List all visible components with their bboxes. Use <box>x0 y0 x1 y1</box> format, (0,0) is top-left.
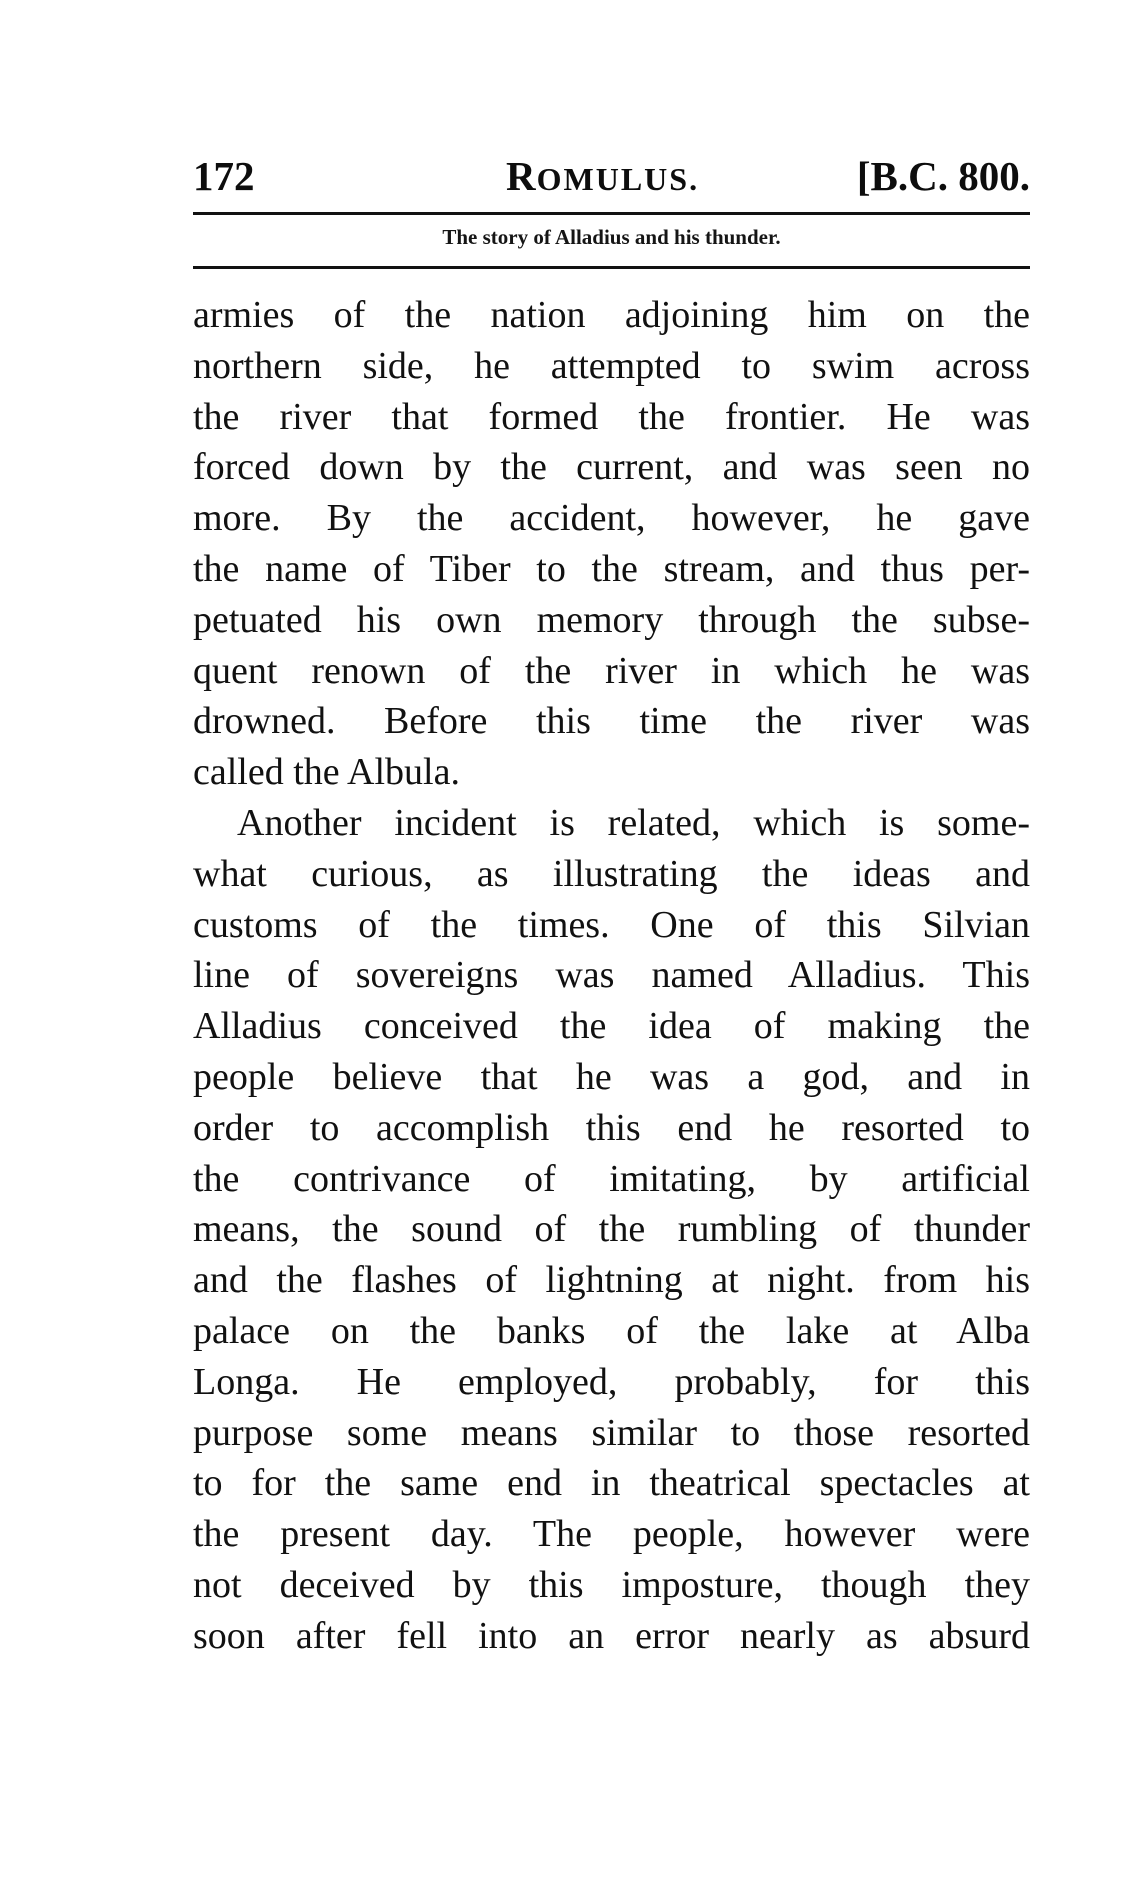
body-text <box>193 290 1030 1662</box>
text-line: more. By the accident, however, he gave <box>193 497 1030 540</box>
header-rule-bottom <box>193 266 1030 269</box>
text-line: drowned. Before this time the river was <box>193 700 1030 743</box>
text-line: customs of the times. One of this Silvian <box>193 903 1030 946</box>
text-line: Longa. He employed, probably, for this <box>193 1360 1030 1403</box>
text-line: quent renown of the river in which he was <box>193 649 1030 692</box>
text-line: the contrivance of imitating, by artificial <box>193 1157 1030 1200</box>
text-line: palace on the banks of the lake at Alba <box>193 1309 1030 1352</box>
page-subtitle: The story of Alladius and his thunder. <box>442 225 781 249</box>
book-page <box>193 150 1030 1657</box>
page-number: 172 <box>193 153 255 199</box>
text-line: to for the same end in theatrical spectacles at <box>193 1462 1030 1505</box>
text-line: what curious, as illustrating the ideas and <box>193 852 1030 895</box>
text-line: the river that formed the frontier. He was <box>193 395 1030 438</box>
text-line: people believe that he was a god, and in <box>193 1055 1030 1098</box>
text-line: order to accomplish this end he resorted to <box>193 1106 1030 1149</box>
text-line: petuated his own memory through the subse- <box>193 598 1030 641</box>
text-line: line of sovereigns was named Alladius. This <box>193 954 1030 997</box>
page-header <box>193 150 1030 202</box>
text-line: the name of Tiber to the stream, and thus per- <box>193 547 1030 590</box>
running-title-initial: R <box>506 153 537 199</box>
text-line: the present day. The people, however were <box>193 1513 1030 1556</box>
running-title-rest: OMULUS. <box>536 161 700 197</box>
text-line: soon after fell into an error nearly as absurd <box>193 1614 1030 1657</box>
text-line: called the Albula. <box>193 751 460 794</box>
text-line: forced down by the current, and was seen no <box>193 446 1030 489</box>
text-line: Alladius conceived the idea of making the <box>193 1005 1030 1048</box>
text-line: means, the sound of the rumbling of thunder <box>193 1208 1030 1251</box>
text-line: not deceived by this imposture, though they <box>193 1563 1030 1606</box>
text-line: northern side, he attempted to swim across <box>193 344 1030 387</box>
header-rule-top <box>193 212 1030 215</box>
text-line: armies of the nation adjoining him on the <box>193 294 1030 336</box>
running-title <box>506 150 699 205</box>
text-line: purpose some means similar to those resorted <box>193 1411 1030 1454</box>
text-line: and the flashes of lightning at night. from his <box>193 1259 1030 1302</box>
text-line: Another incident is related, which is some- <box>237 801 1030 844</box>
date-note: [B.C. 800. <box>856 153 1030 199</box>
